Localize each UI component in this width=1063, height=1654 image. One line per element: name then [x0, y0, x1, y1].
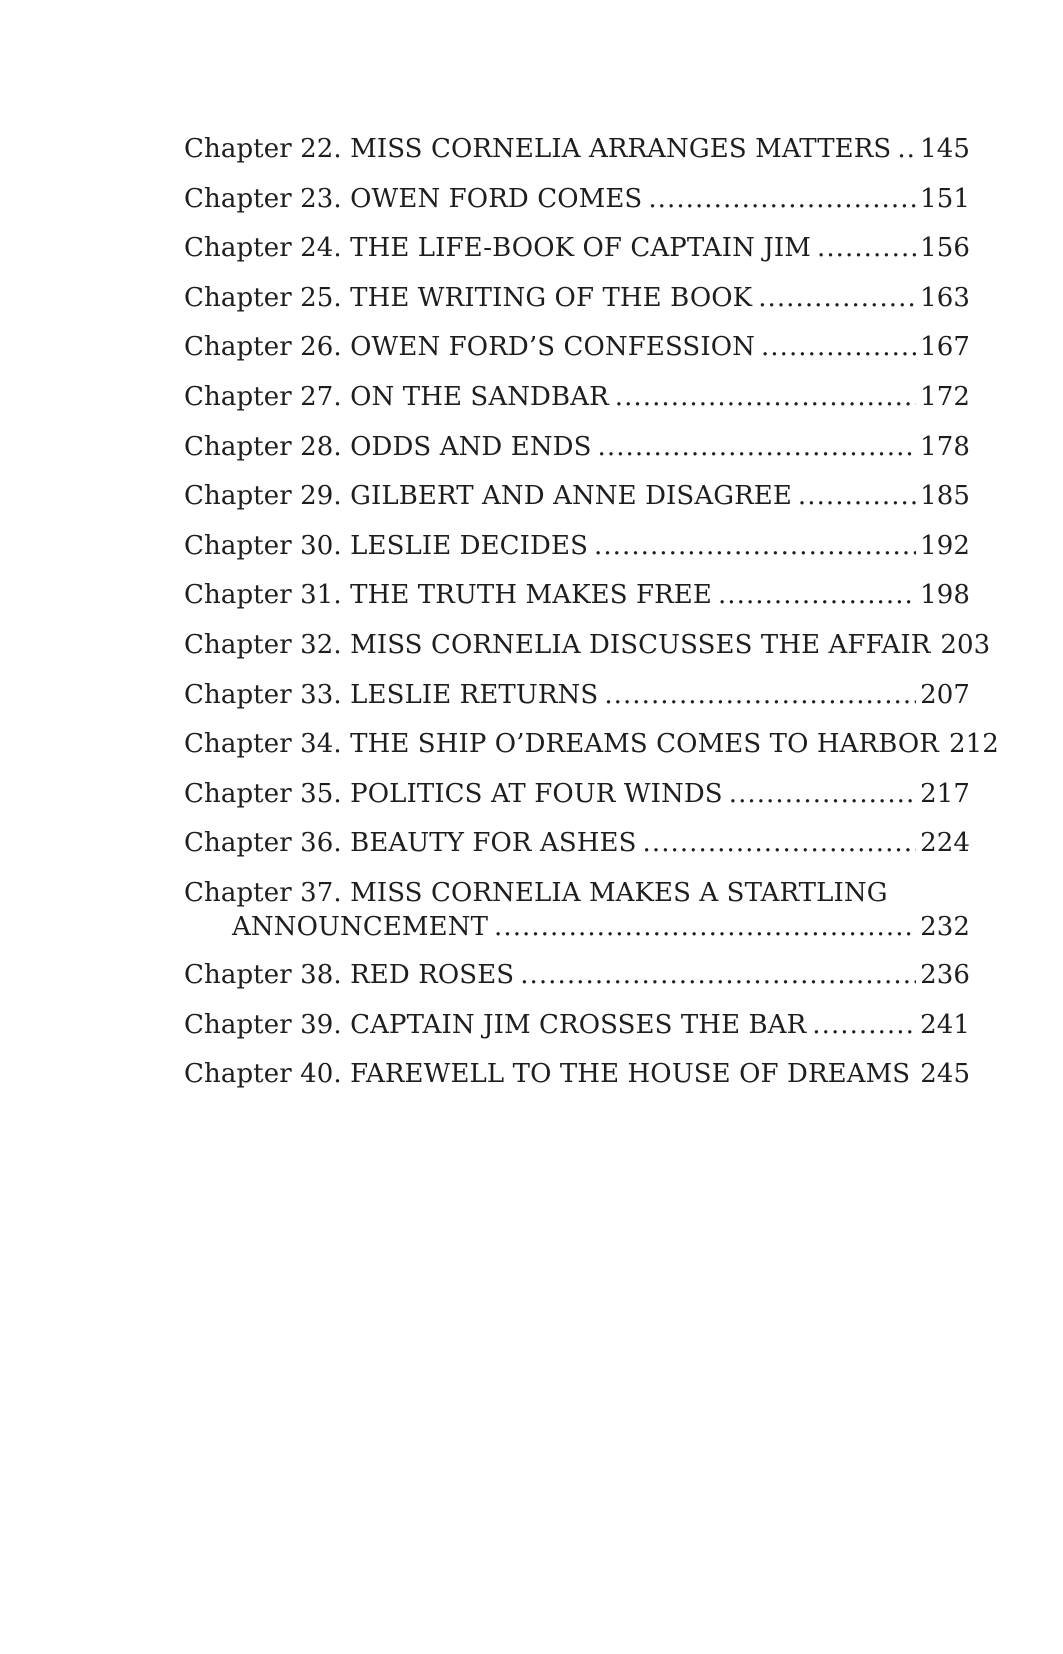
toc-entry-title: Chapter 37. MISS CORNELIA MAKES A STARTLING — [184, 877, 888, 908]
toc-entry-title: Chapter 35. POLITICS AT FOUR WINDS — [184, 778, 723, 809]
toc-entry-title: Chapter 29. GILBERT AND ANNE DISAGREE — [184, 481, 792, 512]
toc-entry-page: 163 — [920, 282, 970, 313]
toc-entry-page: 198 — [920, 580, 970, 611]
toc-entry-page: 232 — [920, 911, 970, 942]
toc-entry[interactable] — [184, 826, 970, 876]
dot-leader — [729, 777, 916, 811]
toc-entry-page: 178 — [920, 431, 970, 462]
toc-entry-title: Chapter 27. ON THE SANDBAR — [184, 381, 609, 412]
table-of-contents — [184, 132, 999, 1107]
dot-leader — [604, 678, 916, 712]
toc-entry-title: Chapter 32. MISS CORNELIA DISCUSSES THE AFFAIR — [184, 629, 931, 660]
toc-entry-page: 224 — [920, 828, 970, 859]
toc-entry[interactable] — [184, 330, 970, 380]
dot-leader — [594, 529, 916, 563]
toc-entry-title: Chapter 26. OWEN FORD’S CONFESSION — [184, 332, 755, 363]
toc-entry-title: Chapter 34. THE SHIP O’DREAMS COMES TO HARBOR — [184, 729, 939, 760]
toc-entry-title: Chapter 39. CAPTAIN JIM CROSSES THE BAR — [184, 1009, 807, 1040]
toc-entry-page: 145 — [920, 134, 970, 164]
toc-entry-continuation — [184, 910, 970, 944]
dot-leader — [494, 910, 916, 944]
toc-entry-title: Chapter 25. THE WRITING OF THE BOOK — [184, 282, 753, 313]
toc-entry[interactable] — [184, 876, 970, 958]
toc-entry-page: 245 — [920, 1059, 971, 1090]
toc-entry[interactable] — [184, 529, 970, 579]
dot-leader — [598, 430, 917, 464]
toc-entry[interactable] — [184, 281, 970, 331]
dot-leader — [761, 330, 916, 364]
toc-entry-page: 217 — [920, 778, 970, 809]
dot-leader — [643, 826, 917, 860]
toc-entry-title: Chapter 38. RED ROSES — [184, 959, 515, 990]
toc-entry-title: Chapter 33. LESLIE RETURNS — [184, 679, 599, 710]
toc-entry-title: Chapter 40. FAREWELL TO THE HOUSE OF DREAMS — [184, 1059, 911, 1090]
toc-entry-page: 185 — [920, 481, 970, 512]
toc-entry-page: 172 — [920, 381, 970, 412]
toc-entry-page: 156 — [920, 233, 970, 264]
dot-leader — [758, 281, 916, 315]
toc-entry[interactable] — [184, 958, 970, 1008]
dot-leader — [718, 578, 916, 612]
toc-entry-title: Chapter 23. OWEN FORD COMES — [184, 183, 643, 214]
toc-entry[interactable] — [184, 479, 970, 529]
toc-entry-title: Chapter 31. THE TRUTH MAKES FREE — [184, 580, 712, 611]
toc-entry-title: Chapter 28. ODDS AND ENDS — [184, 431, 592, 462]
toc-entry[interactable] — [184, 380, 970, 430]
toc-entry[interactable] — [184, 132, 970, 182]
toc-entry[interactable] — [184, 182, 970, 232]
toc-entry-page: 241 — [920, 1009, 970, 1040]
toc-entry-title-continued: ANNOUNCEMENT — [232, 911, 489, 942]
toc-entry-page: 192 — [920, 530, 970, 561]
toc-entry-title: Chapter 24. THE LIFE-BOOK OF CAPTAIN JIM — [184, 233, 811, 264]
toc-entry[interactable] — [184, 578, 970, 628]
toc-entry[interactable] — [184, 231, 970, 281]
toc-entry-page: 207 — [920, 679, 970, 710]
toc-entry[interactable] — [184, 777, 970, 827]
toc-entry[interactable] — [184, 430, 970, 480]
toc-entry[interactable] — [184, 678, 970, 728]
toc-entry-page: 203 — [940, 629, 991, 660]
toc-entry-title: Chapter 22. MISS CORNELIA ARRANGES MATTERS — [184, 134, 892, 164]
dot-leader — [798, 479, 916, 513]
toc-entry-title: Chapter 30. LESLIE DECIDES — [184, 530, 588, 561]
dot-leader — [648, 182, 916, 216]
toc-entry[interactable] — [184, 1008, 970, 1058]
toc-entry-page: 236 — [920, 959, 970, 990]
toc-entry-page: 151 — [920, 183, 970, 214]
toc-entry-page: 212 — [948, 729, 999, 760]
toc-entry-title: Chapter 36. BEAUTY FOR ASHES — [184, 828, 637, 859]
dot-leader — [812, 1008, 916, 1042]
dot-leader — [615, 380, 916, 414]
dot-leader — [520, 958, 916, 992]
toc-entry[interactable] — [184, 628, 991, 678]
toc-entry[interactable] — [184, 1057, 970, 1107]
toc-entry-page: 167 — [920, 332, 970, 363]
toc-entry[interactable] — [184, 727, 999, 777]
dot-leader — [897, 132, 916, 166]
dot-leader — [817, 231, 916, 265]
